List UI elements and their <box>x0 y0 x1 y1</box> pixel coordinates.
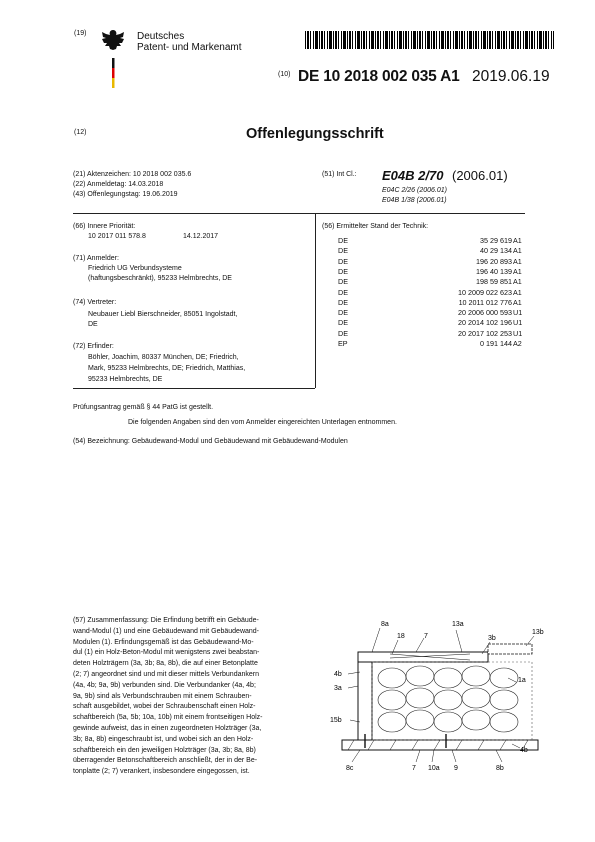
citation-row <box>338 257 558 267</box>
examination-note: Prüfungsantrag gemäß § 44 PatG ist gestellt. <box>73 404 214 411</box>
filing-date: (22) Anmeldetag: 14.03.2018 <box>73 181 164 188</box>
office-name-line2: Patent- und Markenamt <box>137 42 242 53</box>
abstract-line: schaftbereich ein den jeweiligen Holzträger (3a, 3b; 8a, 8b) <box>73 746 256 754</box>
citation-kind: A1 <box>513 266 522 276</box>
publication-date: 2019.06.19 <box>472 68 550 85</box>
citation-country: DE <box>338 318 348 328</box>
document-type: Offenlegungsschrift <box>246 126 384 142</box>
intcl-label: (51) Int Cl.: <box>322 171 357 178</box>
priority-label: (66) Innere Priorität: <box>73 223 136 230</box>
fig-label-8c: 8c <box>346 765 354 772</box>
citation-country: DE <box>338 287 348 297</box>
abstract-line: 3b; 8a, 8b) eingeschraubt ist, und wobei sich an den Holz- <box>73 735 254 743</box>
abstract-line: deten Holzträgern (3a, 3b; 8a, 8b), die auf einer Betonplatte <box>73 660 258 668</box>
abstract-line: (2; 7) angeordnet sind und mit dieser mittels Verbundankern <box>73 670 259 678</box>
fig-label-9: 9 <box>454 765 458 772</box>
applicant-label: (71) Anmelder: <box>73 255 119 262</box>
citation-country: EP <box>338 339 348 348</box>
fig-label-7: 7 <box>424 633 428 640</box>
abstract-line: (57) Zusammenfassung: Die Erfindung betrifft ein Gebäude- <box>73 617 259 624</box>
citation-kind: A2 <box>513 339 522 348</box>
barcode <box>305 31 554 49</box>
citation-number: 40 29 134 <box>480 246 512 256</box>
citation-row <box>338 236 558 246</box>
publication-number: DE 10 2018 002 035 A1 <box>298 68 460 85</box>
applicant-line2: (haftungsbeschränkt), 95233 Helmbrechts, DE <box>88 275 232 282</box>
divider-left-bottom <box>73 388 315 389</box>
abstract-line: wand-Modul (1) und eine Gebäudewand mit Gebäudewand- <box>73 627 260 635</box>
inventor-line2: Mark, 95233 Helmbrechts, DE; Friedrich, Matthias, <box>88 365 246 372</box>
abstract-line: 9a, 9b) sind als Verbundschrauben mit einem Schrauben- <box>73 692 252 700</box>
abstract-line: dul (1) ein Holz-Beton-Modul mit wenigstens zwei beabstan- <box>73 649 260 657</box>
citation-kind: A1 <box>513 287 522 297</box>
fig-label-13b: 13b <box>532 629 544 636</box>
citation-kind: A1 <box>513 277 522 287</box>
citation-country: DE <box>338 236 348 245</box>
citation-kind: U1 <box>513 328 523 338</box>
priority-number: 10 2017 011 578.8 <box>88 233 146 240</box>
abstract-line: schaft ausgebildet, wobei der Schraubenschaft einen Holz- <box>73 703 256 711</box>
office-name-line1: Deutsches <box>137 31 185 42</box>
citation-row <box>338 246 558 256</box>
citation-number: 0 191 144 <box>480 339 512 348</box>
fig-label-4b-lower: 4b <box>520 747 528 754</box>
priority-date: 14.12.2017 <box>183 233 219 240</box>
citation-row <box>338 339 558 349</box>
citation-country: DE <box>338 256 348 266</box>
inid-12: (12) <box>74 129 87 136</box>
citation-number: 10 2009 022 623 <box>458 287 512 297</box>
citation-row <box>338 329 558 339</box>
fig-label-8b: 8b <box>496 765 504 772</box>
citation-number: 10 2011 012 776 <box>458 297 512 307</box>
citation-number: 35 29 619 <box>480 236 512 245</box>
applicant-line1: Friedrich UG Verbundsysteme <box>88 265 182 272</box>
fig-label-4b: 4b <box>334 671 342 678</box>
citation-kind: A1 <box>513 256 522 266</box>
fig-label-10a: 10a <box>428 765 440 772</box>
citation-list <box>338 236 528 356</box>
application-number: (21) Aktenzeichen: 10 2018 002 035.6 <box>73 171 192 178</box>
citation-number: 20 2006 000 593 <box>458 308 512 318</box>
fig-label-13a: 13a <box>452 621 464 628</box>
citation-kind: A1 <box>513 246 522 256</box>
citation-number: 198 59 851 <box>476 277 512 287</box>
inid-19: (19) <box>74 30 87 37</box>
citation-kind: A1 <box>513 236 522 245</box>
citation-number: 20 2014 102 196 <box>458 318 512 328</box>
abstract-line: (4a, 4b; 9a, 9b) verbunden sind. Die Verbundanker (4a, 4b; <box>73 681 256 689</box>
citations-label: (56) Ermittelter Stand der Technik: <box>322 223 429 230</box>
intcl-main-version: (2006.01) <box>452 168 508 183</box>
intcl-3: E04B 1/38 (2006.01) <box>382 197 447 204</box>
fig-label-3b: 3b <box>488 635 496 642</box>
abstract <box>73 616 313 778</box>
abstract-line: tonplatte (2; 7) verankert, insbesondere eingegossen, ist. <box>73 768 250 776</box>
citation-number: 196 20 893 <box>476 256 512 266</box>
abstract-line: schaftbereich (5a, 5b; 10a, 10b) mit einem frontseitigen Holz- <box>73 714 263 722</box>
fig-label-3a: 3a <box>334 685 342 692</box>
abstract-line: gewinde aufweist, das in einen zugeordneten Holzträger (3a, <box>73 724 262 732</box>
citation-country: DE <box>338 297 348 307</box>
invention-title: (54) Bezeichnung: Gebäudewand-Modul und Gebäudewand mit Gebäudewand-Modulen <box>73 438 348 445</box>
citation-row <box>338 298 558 308</box>
citation-row <box>338 308 558 318</box>
fig-label-1a: 1a <box>518 677 526 684</box>
citation-row <box>338 277 558 287</box>
citation-number: 20 2017 102 253 <box>458 328 512 338</box>
fig-label-15b: 15b <box>330 717 342 724</box>
abstract-line: überragender Betonschaftbereich anschließt, der in der Be- <box>73 757 258 765</box>
representative-line1: Neubauer Liebl Bierschneider, 85051 Ingolstadt, <box>88 311 238 318</box>
publication-day: (43) Offenlegungstag: 19.06.2019 <box>73 191 178 198</box>
inid-10: (10) <box>278 71 291 78</box>
eagle-logo-icon <box>100 28 126 92</box>
figure-drawing <box>320 616 550 776</box>
fig-label-7-lower: 7 <box>412 765 416 772</box>
citation-number: 196 40 139 <box>476 266 512 276</box>
citation-country: DE <box>338 328 348 338</box>
citation-kind: A1 <box>513 297 522 307</box>
intcl-main: E04B 2/70 <box>382 168 444 183</box>
citation-row <box>338 288 558 298</box>
abstract-line: Modulen (1). Erfindungsgemäß ist das Gebäudewand-Mo- <box>73 638 254 646</box>
intcl-2: E04C 2/26 (2006.01) <box>382 187 447 194</box>
divider-top <box>73 213 525 214</box>
fig-label-18: 18 <box>397 633 405 640</box>
citation-row <box>338 267 558 277</box>
citation-country: DE <box>338 277 348 287</box>
citation-kind: U1 <box>513 308 523 318</box>
citation-country: DE <box>338 266 348 276</box>
citation-row <box>338 318 558 328</box>
representative-line2: DE <box>88 321 98 328</box>
fig-label-8a: 8a <box>381 621 389 628</box>
citation-kind: U1 <box>513 318 523 328</box>
inventor-line1: Böhler, Joachim, 80337 München, DE; Friedrich, <box>88 354 239 361</box>
divider-vertical <box>315 213 316 388</box>
representative-label: (74) Vertreter: <box>73 299 117 306</box>
citation-country: DE <box>338 246 348 256</box>
citation-country: DE <box>338 308 348 318</box>
inventor-line3: 95233 Helmbrechts, DE <box>88 376 163 383</box>
source-note: Die folgenden Angaben sind den vom Anmelder eingereichten Unterlagen entnommen. <box>128 419 397 426</box>
inventor-label: (72) Erfinder: <box>73 343 114 350</box>
